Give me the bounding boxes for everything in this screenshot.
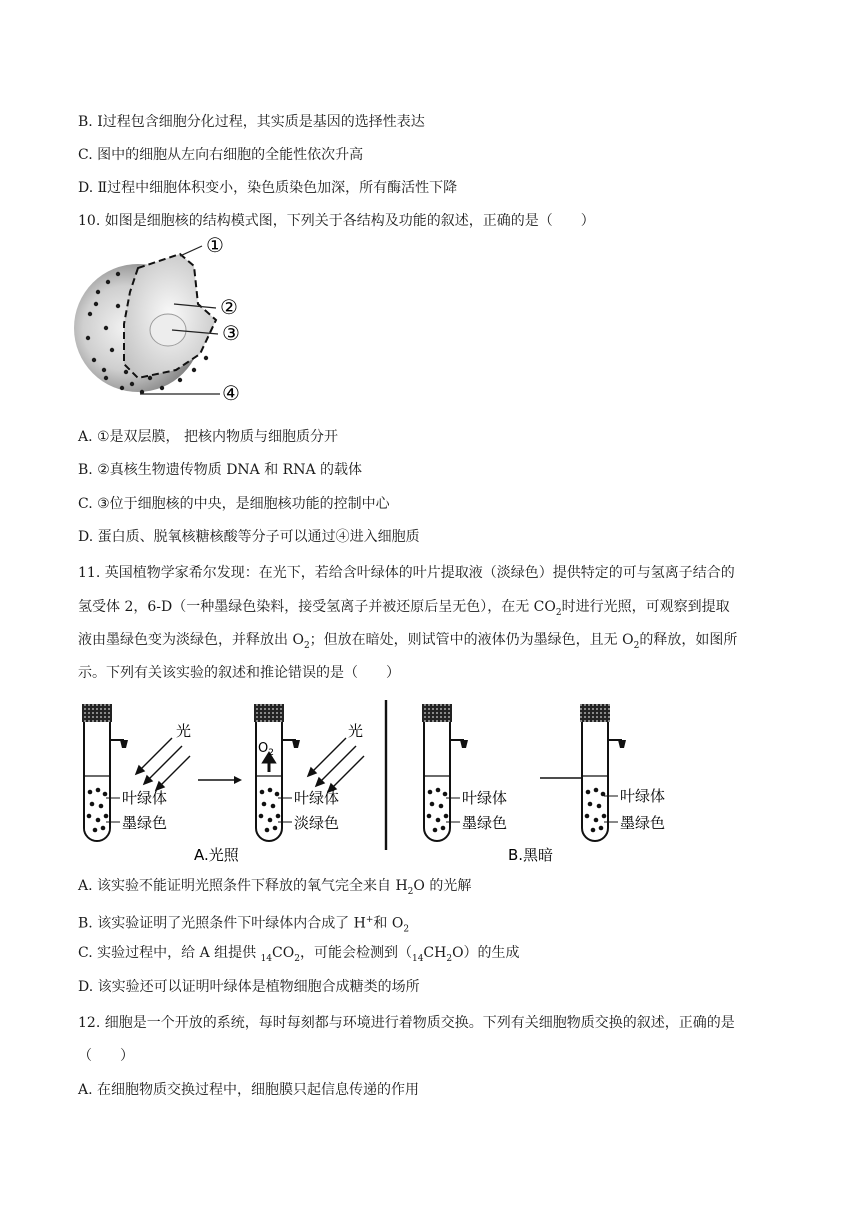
q12-stem-line-2: （ ） <box>78 1048 134 1064</box>
light-green-label: 淡绿色 <box>294 814 340 832</box>
label-3: ③ <box>222 321 240 345</box>
q11-option-a: A. 该实验不能证明光照条件下释放的氧气完全来自 $H_2O$ 的光解 <box>78 878 472 897</box>
label-1: ① <box>206 233 224 257</box>
q11-stem-line-4: 示。下列有关该实验的叙述和推论错误的是（ ） <box>78 665 400 681</box>
light-label-a2: 光 <box>348 722 364 740</box>
label-2: ② <box>220 295 238 319</box>
q11-option-b: B. 该实验证明了光照条件下叶绿体内合成了 H+和 $O_2$ <box>78 915 410 935</box>
q10-option-c: C. ③位于细胞核的中央，是细胞核功能的控制中心 <box>78 496 390 512</box>
q10-option-d: D. 蛋白质、脱氧核糖核酸等分子可以通过④进入细胞质 <box>78 529 420 545</box>
q12-option-a: A. 在细胞物质交换过程中，细胞膜只起信息传递的作用 <box>78 1082 420 1098</box>
chloroplast-label-a2: 叶绿体 <box>294 789 340 807</box>
q11-option-c: C. 实验过程中，给 A 组提供 $_{14}CO_2$，可能会检测到$(_{14}CH_2O)$的生成 <box>78 945 520 964</box>
o2-label: $O_2$ <box>258 741 274 758</box>
caption-dark: B.黑暗 <box>508 846 554 864</box>
q11-stem-line-2: 氢受体 2，6-D（一种墨绿色染料，接受氢离子并被还原后呈无色），在无 $CO_2$时进行光照，可观察到提取 <box>78 599 730 618</box>
q11-stem-line-1: 11. 英国植物学家希尔发现：在光下，若给含叶绿体的叶片提取液（淡绿色）提供特定的可与氢离子结合的 <box>78 565 735 581</box>
nucleus-diagram <box>76 232 256 412</box>
q11-option-d: D. 该实验还可以证明叶绿体是植物细胞合成糖类的场所 <box>78 979 420 995</box>
chloroplast-label-b1: 叶绿体 <box>462 789 508 807</box>
q9-option-c: C. 图中的细胞从左向右细胞的全能性依次升高 <box>78 147 364 163</box>
label-1-leader <box>180 246 202 256</box>
nucleolus-shape <box>150 314 186 346</box>
q10-option-b: B. ②真核生物遗传物质 DNA 和 RNA 的载体 <box>78 462 363 478</box>
q9-option-d: D. Ⅱ过程中细胞体积变小，染色质染色加深，所有酶活性下降 <box>78 180 458 196</box>
chloroplast-label-b2: 叶绿体 <box>620 787 666 805</box>
q11-stem-line-3: 液由墨绿色变为淡绿色，并释放出 $O_2$；但放在暗处，则试管中的液体仍为墨绿色，且无 $O_2$的释放，如图所 <box>78 632 738 651</box>
caption-light: A.光照 <box>194 846 239 864</box>
q9-option-b: B. Ⅰ过程包含细胞分化过程，其实质是基因的选择性表达 <box>78 114 425 130</box>
dark-green-label-b1: 墨绿色 <box>462 814 508 832</box>
hill-reaction-figure <box>76 700 696 870</box>
chloroplast-label-a1: 叶绿体 <box>122 789 168 807</box>
q12-stem-line-1: 12. 细胞是一个开放的系统，每时每刻都与环境进行着物质交换。下列有关细胞物质交换的叙述，正确的是 <box>78 1015 735 1031</box>
dark-green-label-b2: 墨绿色 <box>620 814 666 832</box>
light-arrows-a1 <box>136 738 190 790</box>
label-4: ④ <box>222 381 240 405</box>
light-arrows-a2 <box>308 738 364 792</box>
transition-arrow-a <box>198 776 242 784</box>
q10-stem: 10. 如图是细胞核的结构模式图，下列关于各结构及功能的叙述，正确的是（ ） <box>78 213 595 229</box>
dark-green-label-a1: 墨绿色 <box>122 814 168 832</box>
q10-option-a: A. ①是双层膜， 把核内物质与细胞质分开 <box>78 429 339 445</box>
light-label-a1: 光 <box>176 722 192 740</box>
